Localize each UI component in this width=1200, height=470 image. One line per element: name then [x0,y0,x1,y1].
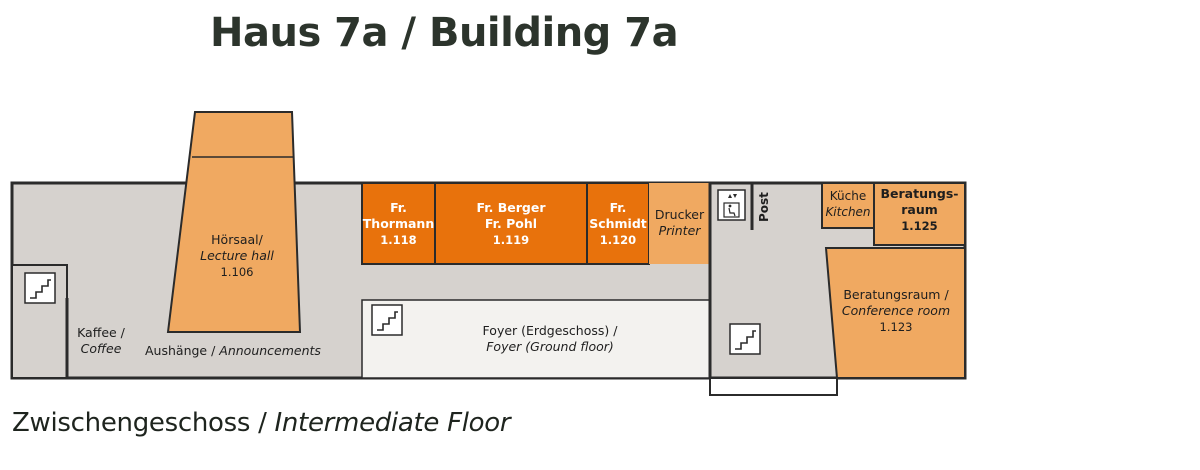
room-1119-label: Fr. Berger Fr. Pohl 1.119 [476,200,546,247]
room-1120-label: Fr. Schmidt 1.120 [589,200,647,247]
page-title: Haus 7a / Building 7a [210,10,679,56]
room-1125-label: Beratungs- raum 1.125 [880,186,959,233]
post-label: Post [757,192,771,222]
stairs-icon [730,324,760,354]
lecture-hall[interactable] [168,112,300,332]
foyer-label: Foyer (Erdgeschoss) / Foyer (Ground floor) [482,323,618,354]
room-1118-label: Fr. Thormann 1.118 [362,200,435,247]
elevator-icon [718,190,745,220]
stairs-icon [25,273,55,303]
printer-label: Drucker Printer [654,207,705,238]
kitchen-label: Küche Kitchen [825,189,871,219]
floor-caption: Zwischengeschoss / Intermediate Floor [12,408,511,438]
coffee-label: Kaffee / Coffee [77,325,125,356]
room-1123-label: Beratungsraum / Conference room 1.123 [841,287,951,334]
announcements-label: Aushänge / Announcements [145,343,321,358]
stairs-icon [372,305,402,335]
lecture-hall-label: Hörsaal/ Lecture hall 1.106 [200,232,274,279]
